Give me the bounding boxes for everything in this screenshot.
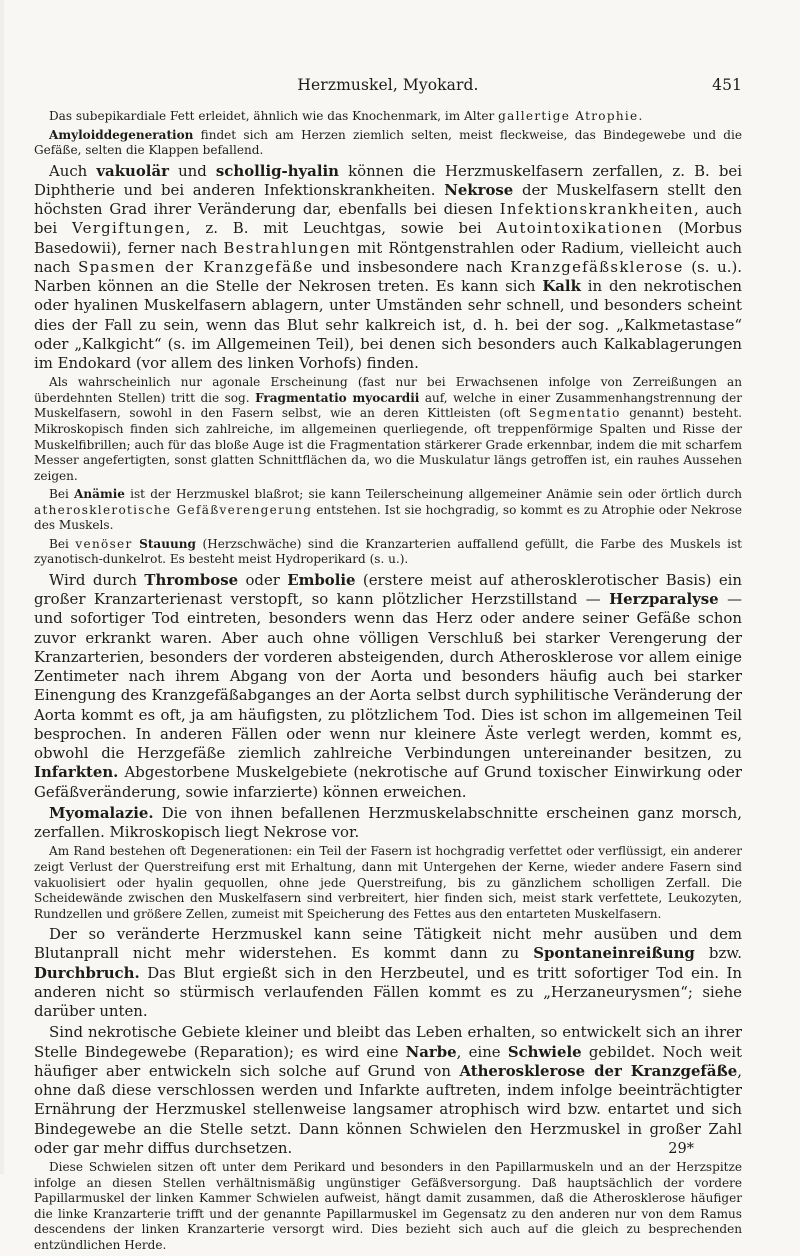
bold-term: Kalk — [542, 277, 581, 296]
text-run: Wird durch — [49, 570, 145, 589]
text-run: Bei — [49, 536, 76, 551]
text-run: ist der Herzmuskel blaßrot; sie kann Teilerscheinung allgemeiner Anämie sein oder örtlich durch — [124, 487, 742, 502]
bold-term: Anämie — [74, 487, 125, 502]
paragraph-12 — [34, 1160, 742, 1253]
text-run: (Herzschwäche) sind die Kranzarterien auffallend gefüllt, die Farbe des Muskels ist zyanotisch-dunkelrot. Es besteht meist Hydroperikard (s. u.). — [34, 536, 742, 567]
text-run: Das Blut ergießt sich in den Herzbeutel, und es tritt sofortiger Tod ein. In anderen nicht so stürmisch verlaufenden Fällen kommt es zu „Herzaneurysmen“; siehe darüber unten. — [34, 963, 742, 1021]
text-run: Diese Schwielen sitzen oft unter dem Perikard und besonders in den Papillarmuskeln und an der Herzspitze infolge an diesen Stellen verhältnismäßig ungünstiger Gefäßversorgung. Daß hauptsächlich der vordere Papillarmuskel der linken Kammer Schwielen aufweist, hängt damit zusammen, daß die Atherosklerose häufiger die linke Kranzarterie trifft und der genannte Papillarmuskel im Gegensatz zu den anderen nur von dem Ramus descendens der linken Kranzarterie versorgt wird. Dies bezieht sich auch auf die gleich zu besprechenden entzündlichen Herde. — [34, 1160, 742, 1252]
spaced-emphasis: Spasmen der Kranzgefäße — [78, 257, 314, 276]
spaced-emphasis: gallertige Atrophie — [498, 109, 639, 123]
paragraph-2 — [34, 128, 742, 159]
text-run: . — [638, 109, 643, 123]
spaced-emphasis: Infektionskrankheiten — [499, 200, 694, 219]
bold-term: Schwiele — [507, 1042, 582, 1061]
bold-term: Fragmentatio myocardii — [255, 390, 420, 405]
spaced-emphasis: Kranzgefäßsklerose — [510, 257, 684, 276]
paragraph-4 — [34, 375, 742, 484]
text-run: Bei — [49, 487, 75, 502]
scan-edge — [0, 0, 4, 1174]
text-run: oder — [238, 570, 288, 589]
text-run: (Morbus Basedowii), ferner nach — [34, 219, 743, 257]
text-run: — und sofortiger Tod eintreten, besonders wenn das Herz oder andere seiner Gefäße schon zuvor erkrankt waren. Aber auch ohne völligen Verschluß bei starker Verengerung der Kranzarterien, besonders der vorderen absteigenden, durch Atherosklerose vor allem einige Zentimeter nach ihrem Abgang von der Aorta und besonders häufig auch bei starker Einengung des Kranzgefäßabganges an der Aorta selbst durch syphilitische Veränderung der Aorta kommt es oft, ja am häufigsten, zu plötzlichem Tod. Dies ist schon im allgemeinen Teil besprochen. In anderen Fällen oder wenn nur kleinere Äste verlegt werden, kommt es, obwohl die Herzgefäße ziemlich zahlreiche Verbindungen untereinander besitzen, zu — [34, 590, 742, 763]
spaced-emphasis: Segmentatio — [528, 406, 621, 421]
paragraph-11 — [34, 1023, 742, 1158]
spaced-emphasis: Vergiftungen — [71, 219, 186, 238]
bold-term: Infarkten. — [34, 763, 119, 782]
text-run: mit Röntgenstrahlen oder Radium, vielleicht auch nach — [34, 238, 742, 276]
text-run: Am Rand bestehen oft Degenerationen: ein Teil der Fasern ist hochgradig verfettet oder verflüssigt, ein anderer zeigt Verlust der Querstreifung erst mit Erhaltung, dann mit Untergehen der Kerne, wieder andere Fasern sind vakuolisiert oder hyalin gequollen, ohne jede Querstreifung, bis zu gänzlichem scholligen Zerfall. Die Scheidewände zwischen den Muskelfasern sind verbreitert, hier finden sich, meist stark verfettete, Leukozyten, Rundzellen und größere Zellen, zumeist mit Speicherung des Fettes aus den entarteten Muskelfasern. — [34, 844, 742, 921]
text-run: genannt) besteht. Mikroskopisch finden sich zahlreiche, im allgemeinen querliegende, oft treppenförmige Spalten und Risse der Muskelfibrillen; auch für das bloße Auge ist die Fragmentation stärkerer Grade erkennbar, indem die mit scharfem Messer angefertigten, sonst glatten Schnittflächen da, wo die Muskulatur längs getroffen ist, ein rauhes Aussehen zeigen. — [34, 406, 742, 483]
page-header — [34, 76, 742, 98]
bold-term: Nekrose — [444, 180, 514, 199]
text-run: der Muskelfasern stellt den höchsten Grad ihrer Veränderung dar, ebenfalls bei diesen — [34, 180, 742, 219]
text-run: gebildet. Noch weit häufiger aber entwickeln sich solche auf Grund von — [34, 1042, 742, 1080]
spaced-emphasis: Autointoxikationen — [496, 219, 664, 238]
spaced-emphasis: atherosklerotische Gefäßverengerung — [34, 502, 313, 517]
bold-term: vakuolär — [96, 161, 169, 180]
running-title: Herzmuskel, Myokard. — [297, 76, 479, 94]
paragraph-6 — [34, 537, 742, 568]
paragraph-7 — [34, 571, 742, 802]
paragraph-3 — [34, 162, 742, 374]
bold-term: Stauung — [139, 536, 196, 551]
spaced-emphasis: Bestrahlungen — [223, 238, 352, 257]
bold-term: Thrombose — [144, 570, 239, 589]
bold-term: Amyloiddegeneration — [49, 127, 194, 142]
text-run: entstehen. Ist sie hochgradig, so kommt es zu Atrophie oder Nekrose des Muskels. — [34, 502, 742, 533]
page-body — [34, 109, 742, 1256]
paragraph-10 — [34, 925, 742, 1021]
paragraph-9 — [34, 844, 742, 922]
text-run: und insbesondere nach — [313, 257, 511, 276]
bold-term: Myomalazie. — [49, 803, 154, 822]
text-run: auf, welche in einer Zusammenhangstrennung der Muskelfasern, sowohl in den Fasern selbst, wie an deren Kittleisten (oft — [34, 390, 742, 421]
text-run: Sind nekrotische Gebiete kleiner und bleibt das Leben erhalten, so entwickelt sich an ihrer Stelle Bindegewebe (Reparation); es wird eine — [34, 1023, 742, 1061]
text-run: , ohne daß diese verschlossen werden und Infarkte auftreten, indem infolge beeinträchtigter Ernährung der Herzmuskel stellenweise langsamer atrophisch wird bzw. entartet und sich Bindegewebe an die Stelle setzt. Dann können Schwielen den Herzmuskel in großer Zahl oder gar mehr diffus durchsetzen. — [34, 1061, 742, 1157]
text-run: , eine — [456, 1042, 508, 1061]
text-run: können die Herzmuskelfasern zerfallen, z. B. bei Diphtherie und bei anderen Infektionskrankheiten. — [34, 161, 742, 199]
paragraph-8 — [34, 804, 742, 843]
text-run: in den nekrotischen oder hyalinen Muskelfasern ablagern, unter Umständen sehr schnell, und besonders scheint dies der Fall zu sein, wenn das Blut sehr kalkreich ist, d. h. bei der sog. „Kalkmetastase“ oder „Kalkgicht“ (s. im Allgemeinen Teil), bei denen sich besonders auch Kalkablagerungen im Endokard (vor allem des linken Vorhofs) finden. — [34, 277, 743, 373]
text-run: Abgestorbene Muskelgebiete (nekrotische auf Grund toxischer Einwirkung oder Gefäßveränderung, sowie infarzierte) können erweichen. — [34, 763, 742, 801]
spaced-emphasis: venöser — [75, 536, 133, 551]
text-run: Die von ihnen befallenen Herzmuskelabschnitte erscheinen ganz morsch, zerfallen. Mikroskopisch liegt Nekrose vor. — [34, 803, 742, 842]
text-run: , z. B. mit Leuchtgas, sowie bei — [185, 219, 497, 238]
page-number: 451 — [712, 76, 742, 94]
bold-term: Narbe — [405, 1042, 457, 1061]
text-run: Als wahrscheinlich nur agonale Erscheinung (fast nur bei Erwachsenen infolge von Zerreißungen an überdehnten Stellen) tritt die sog. — [34, 375, 742, 405]
text-run: (erstere meist auf atherosklerotischer Basis) ein großer Kranzarterienast verstopft, so kann plötzlicher Herzstillstand — — [34, 570, 742, 609]
text-run: , auch bei — [34, 200, 742, 238]
paragraph-1 — [34, 109, 742, 125]
bold-term: Spontaneinreißung — [533, 944, 695, 963]
signature-mark: 29* — [668, 1141, 694, 1157]
bold-term: Atherosklerose der Kranzgefäße — [459, 1061, 738, 1080]
text-run: und — [168, 161, 216, 180]
text-run: (s. u.). Narben können an die Stelle der Nekrosen treten. Es kann sich — [34, 257, 742, 296]
text-run: Auch — [49, 161, 97, 180]
text-run: Das subepikardiale Fett erleidet, ähnlich wie das Knochenmark, im Alter — [49, 109, 499, 123]
bold-term: schollig-hyalin — [215, 161, 339, 180]
text-run: findet sich am Herzen ziemlich selten, meist fleckweise, das Bindegewebe und die Gefäße, selten die Klappen befallend. — [34, 127, 742, 158]
paragraph-5 — [34, 487, 742, 534]
text-run: Der so veränderte Herzmuskel kann seine Tätigkeit nicht mehr ausüben und dem Blutanprall nicht mehr widerstehen. Es kommt dann zu — [34, 925, 742, 963]
bold-term: Herzparalyse — [609, 590, 719, 609]
text-run: bzw. — [694, 944, 742, 963]
bold-term: Durchbruch. — [34, 963, 140, 982]
bold-term: Embolie — [287, 570, 356, 589]
